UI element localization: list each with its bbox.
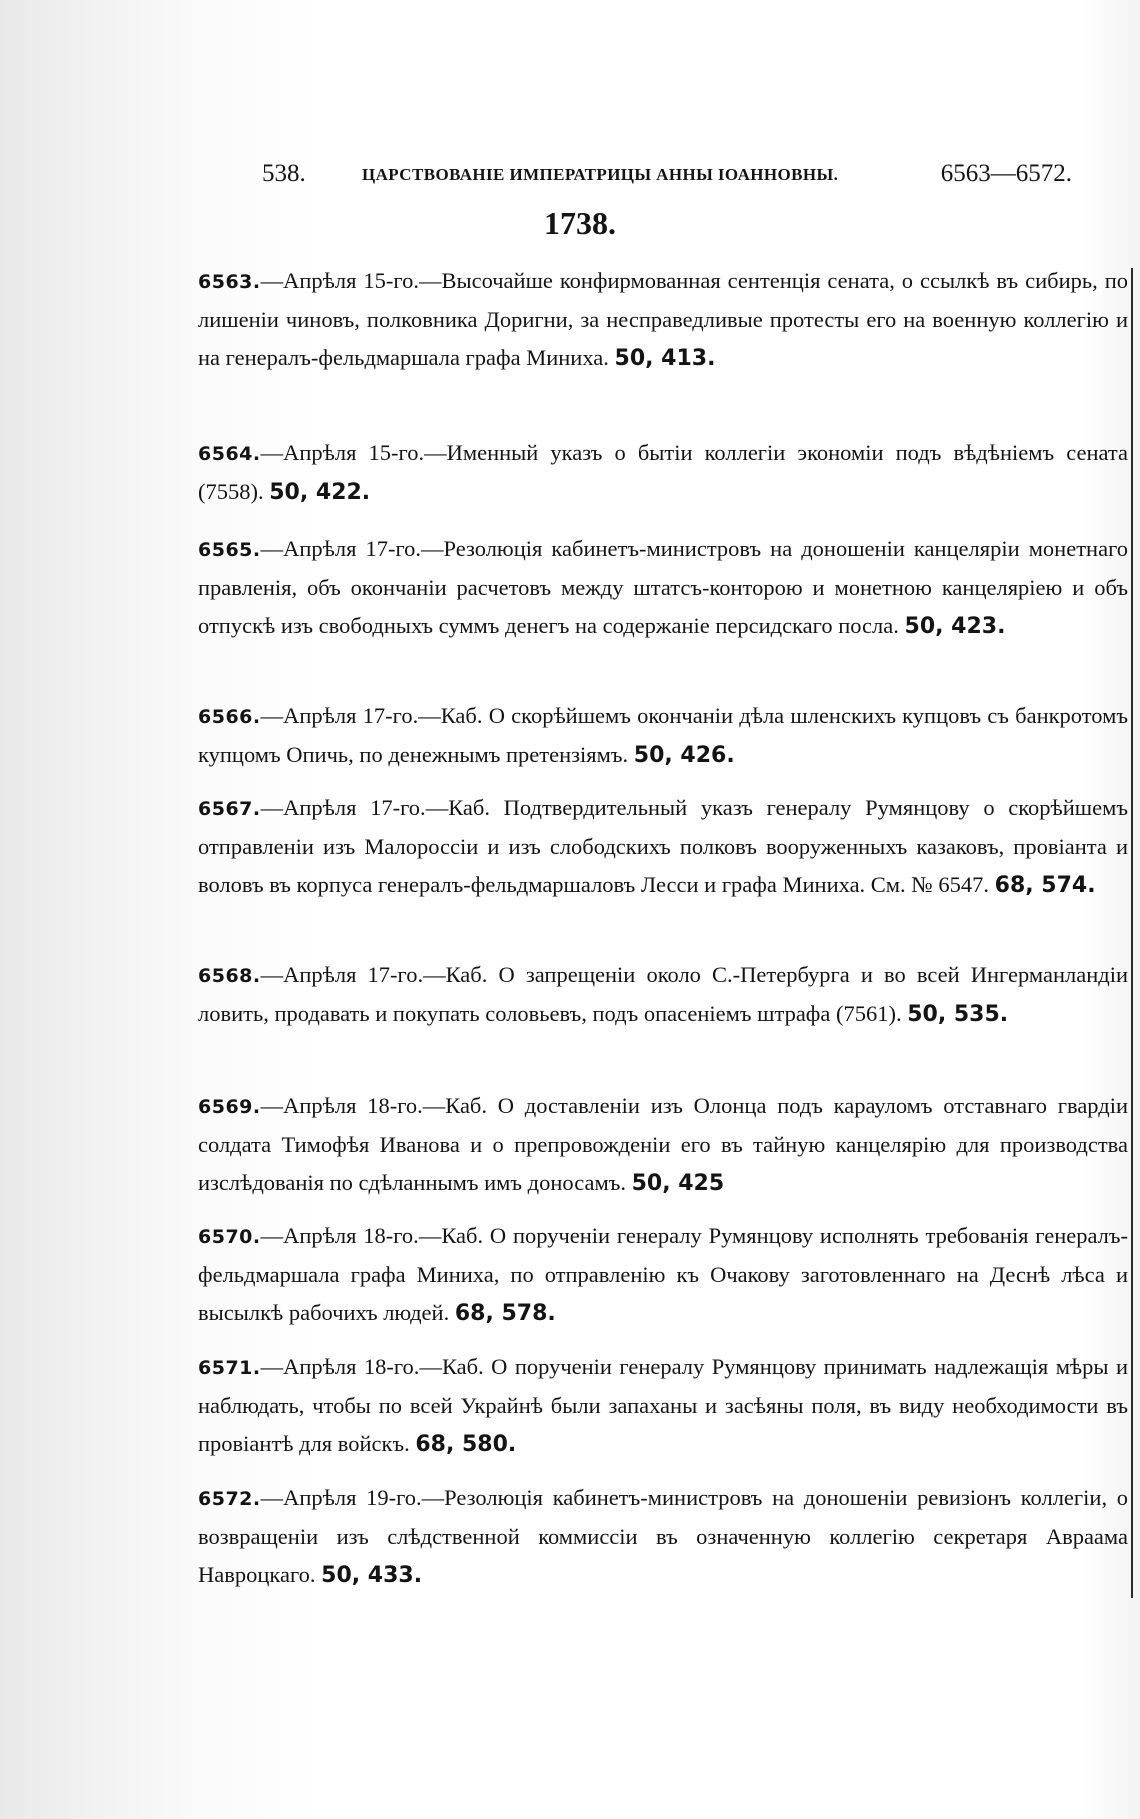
entry-text: —Каб. О порученіи генералу Румянцову исполнять требованія генералъ-фельдмаршала графа Миниха, по отправленію къ Очакову заготовленнаго на Деснѣ лѣса и высылкѣ рабочихъ людей.: [198, 1223, 1129, 1325]
entry-date: —Апрѣля 17-го.: [260, 703, 419, 728]
entry-reference: 68, 580.: [415, 1432, 517, 1457]
running-header: [262, 154, 1072, 194]
entry-date: —Апрѣля 17-го.: [260, 962, 424, 987]
right-margin-rule: [1131, 268, 1133, 1598]
entry-number: 6566.: [198, 706, 261, 728]
entry-6564: [198, 434, 1128, 512]
entry-date: —Апрѣля 15-го.: [260, 440, 425, 465]
entry-6566: [198, 697, 1128, 775]
entry-text: —Высочайше конфирмованная сентенція сената, о ссылкѣ въ сибирь, по лишеніи чиновъ, полковника Доригни, за несправедливые протесты его на военную коллегію и на генералъ-фельдмаршала графа Миниха.: [198, 268, 1128, 370]
entry-6572: [198, 1479, 1128, 1595]
entry-number: 6565.: [198, 539, 261, 561]
entry-date: —Апрѣля 17-го.: [260, 536, 422, 561]
entry-6568: [198, 956, 1128, 1072]
entry-reference: 50, 535.: [907, 1002, 1009, 1027]
entry-reference: 50, 425: [631, 1171, 725, 1196]
entry-number: 6563.: [198, 271, 261, 293]
entry-number: 6564.: [198, 443, 261, 465]
running-title: ЦАРСТВОВАНІЕ ИМПЕРАТРИЦЫ АННЫ ІОАННОВНЫ.: [362, 165, 839, 184]
entry-reference: 50, 426.: [633, 743, 735, 768]
entry-6567: [198, 789, 1128, 945]
entry-reference: 50, 433.: [321, 1563, 423, 1588]
entry-text: —Резолюція кабинетъ-министровъ на доношеніи ревизіонъ коллегіи, о возвращеніи изъ слѣдственной коммиссіи въ означенную коллегію секретаря Авраама Навроцкаго.: [198, 1485, 1128, 1587]
page-number: 538.: [262, 160, 306, 187]
entry-date: —Апрѣля 18-го.: [260, 1354, 420, 1379]
entry-reference: 50, 413.: [614, 346, 716, 371]
entry-date: —Апрѣля 17-го.: [260, 795, 426, 820]
entry-date: —Апрѣля 18-го.: [260, 1223, 419, 1248]
entry-6571: [198, 1348, 1128, 1464]
entry-date: —Апрѣля 18-го.: [260, 1093, 423, 1118]
entry-text: —Именный указъ о бытіи коллегіи экономіи подъ вѣдѣніемъ сената (7558).: [198, 440, 1128, 504]
entry-number: 6567.: [198, 798, 261, 820]
entry-6570: [198, 1217, 1128, 1333]
entry-reference: 50, 423.: [904, 614, 1006, 639]
entry-number: 6572.: [198, 1488, 261, 1510]
entry-text: —Каб. О запрещеніи около С.-Петербурга и во всей Ингерманландіи ловить, продавать и покупать соловьевъ, подъ опасеніемъ штрафа (7561).: [198, 962, 1128, 1026]
entry-text: —Каб. Подтвердительный указъ генералу Румянцову о скорѣйшемъ отправленіи изъ Малороссіи и изъ слободскихъ полковъ вооруженныхъ казаковъ, провіанта и воловъ въ корпуса генералъ-фельдмаршаловъ Лесси и графа Миниха. См. № 6547.: [198, 795, 1128, 897]
entry-number: 6568.: [198, 965, 261, 987]
entry-text: —Резолюція кабинетъ-министровъ на доношеніи канцеляріи монетнаго правленія, объ окончаніи расчетовъ между штатсъ-конторою и монетною канцеляріею и объ отпускѣ изъ свободныхъ суммъ денегъ на содержаніе персидскаго посла.: [198, 536, 1128, 638]
entry-6563: [198, 262, 1128, 378]
year-heading: 1738.: [544, 205, 616, 241]
entry-reference: 68, 574.: [994, 873, 1096, 898]
entry-6569: [198, 1087, 1128, 1203]
entry-text: —Каб. О доставленіи изъ Олонца подъ карауломъ отставнаго гвардіи солдата Тимофѣя Иванова и о препровожденіи его въ тайную канцелярію для производства изслѣдованія по сдѣланнымъ имъ доносамъ.: [198, 1093, 1128, 1195]
entry-number: 6569.: [198, 1096, 261, 1118]
entry-text: —Каб. О скорѣйшемъ окончаніи дѣла шленскихъ купцовъ съ банкротомъ купцомъ Опичь, по денежнымъ претензіямъ.: [198, 703, 1128, 767]
entry-range: 6563—6572.: [940, 160, 1072, 187]
entry-number: 6570.: [198, 1226, 261, 1248]
entry-date: —Апрѣля 19-го.: [260, 1485, 422, 1510]
entry-number: 6571.: [198, 1357, 261, 1379]
entry-reference: 68, 578.: [454, 1301, 556, 1326]
entry-text: —Каб. О порученіи генералу Румянцову принимать надлежащія мѣры и наблюдать, чтобы по всей Украйнѣ были запаханы и засѣяны поля, въ виду необходимости въ провіантѣ для войскъ.: [198, 1354, 1128, 1456]
entry-date: —Апрѣля 15-го.: [260, 268, 419, 293]
entry-6565: [198, 530, 1128, 686]
entry-reference: 50, 422.: [269, 480, 371, 505]
